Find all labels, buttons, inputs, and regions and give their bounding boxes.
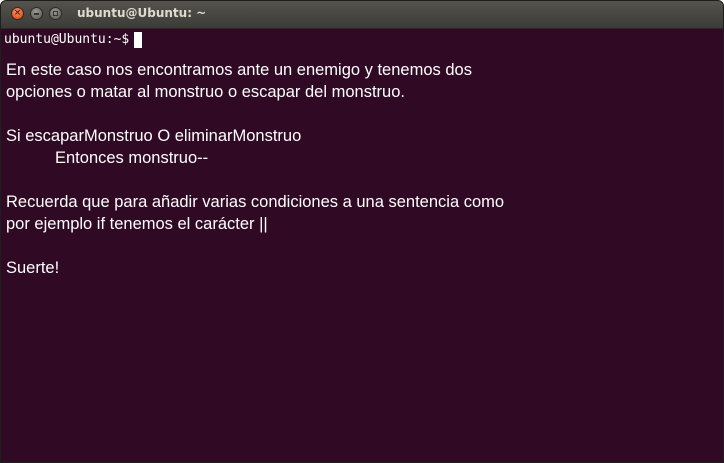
blank-line <box>6 103 504 125</box>
maximize-button[interactable] <box>49 7 62 20</box>
output-line: opciones o matar al monstruo o escapar del monstruo. <box>6 83 405 101</box>
close-button[interactable] <box>11 7 24 20</box>
output-line: por ejemplo if tenemos el carácter || <box>6 215 268 233</box>
output-line: Recuerda que para añadir varias condiciones a una sentencia como <box>6 193 505 211</box>
output-line: Si escaparMonstruo O eliminarMonstruo <box>6 127 302 145</box>
prompt-line <box>4 32 142 48</box>
minimize-button[interactable] <box>30 7 43 20</box>
output-line: En este caso nos encontramos ante un enemigo y tenemos dos <box>6 61 472 79</box>
window-title: ubuntu@Ubuntu: ~ <box>77 6 207 20</box>
text-cursor <box>134 32 142 48</box>
terminal-output <box>6 59 504 279</box>
output-line: Entonces monstruo-- <box>55 149 209 167</box>
blank-line <box>6 235 504 257</box>
blank-line <box>6 169 504 191</box>
shell-prompt: ubuntu@Ubuntu:~$ <box>4 32 130 47</box>
title-bar[interactable] <box>1 1 723 29</box>
close-icon: × <box>13 8 22 18</box>
terminal-area[interactable] <box>1 29 723 462</box>
maximize-icon <box>53 11 58 16</box>
output-line: Suerte! <box>6 259 60 277</box>
minimize-icon <box>34 13 39 15</box>
